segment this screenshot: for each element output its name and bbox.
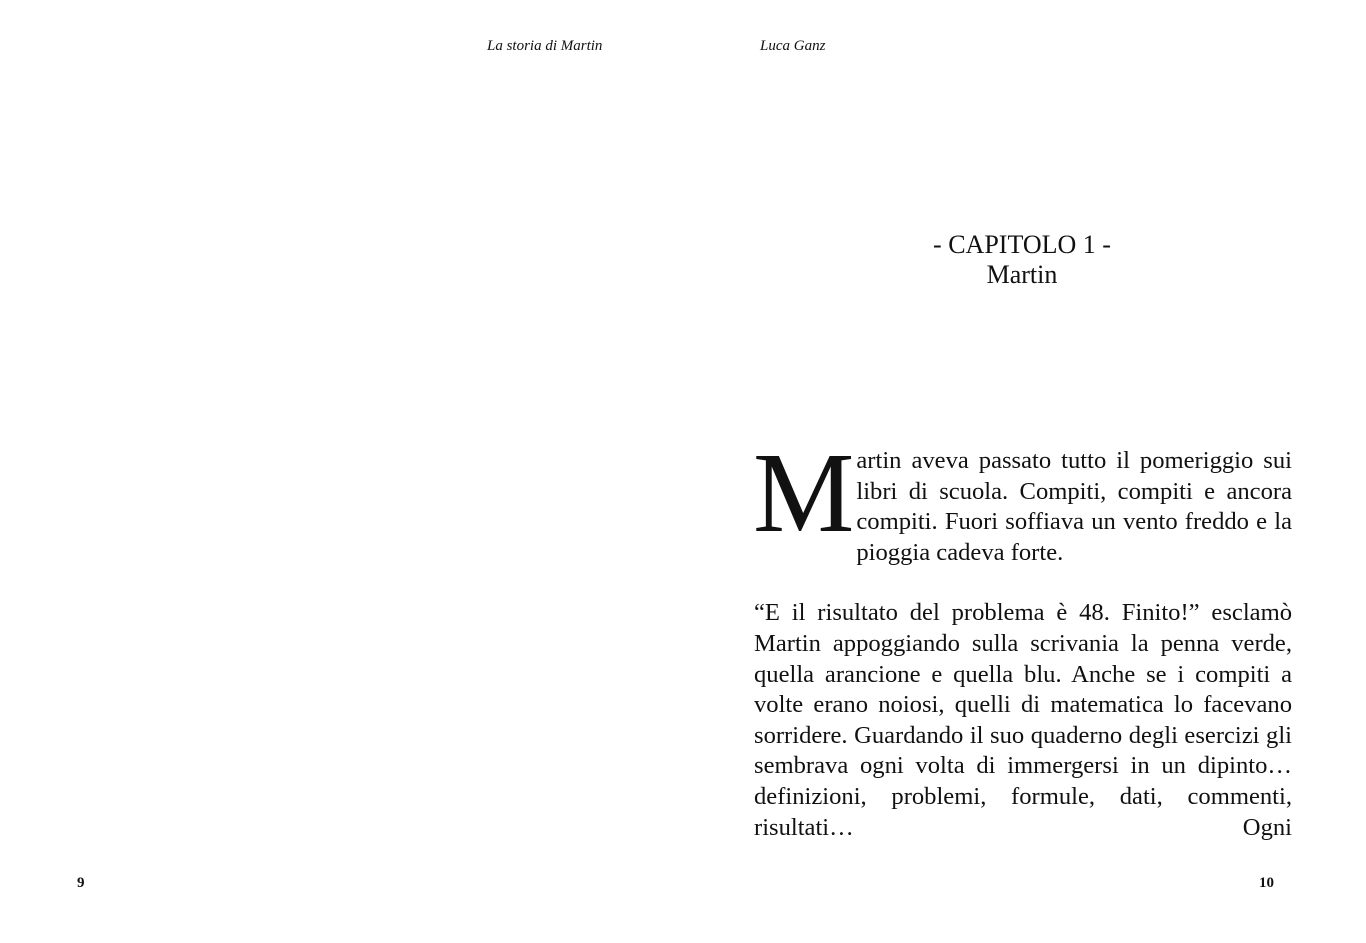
chapter-heading [883,230,1161,290]
chapter-body [753,429,1292,843]
chapter-title: Martin [986,260,1058,289]
chapter-label: - CAPITOLO 1 - [933,230,1111,259]
paragraph-2: “E il risultato del problema è 48. Finito!” esclamò Martin appoggiando sulla scrivania la penna verde, quella arancione e quella blu. Anche se i compiti a volte erano noiosi, quelli di matematica lo facevano sorridere. Guardando il suo quaderno degli esercizi gli sembrava ogni volta di immergersi in un dipinto… definizioni, problemi, formule, dati, commenti, risultati… Ogni [754,599,1292,841]
running-head-author: Luca Ganz [760,38,826,54]
page-number-right: 10 [1259,875,1274,891]
page-number-left: 9 [77,875,85,891]
drop-cap: M [753,429,855,556]
paragraph-1-text: artin aveva passato tutto il pomeriggio sui libri di scuola. Compiti, compiti e ancora compiti. Fuori soffiava un vento freddo e la pioggia cadeva forte. [856,447,1292,566]
running-head-book-title: La storia di Martin [487,38,603,54]
paragraph-1 [753,429,1292,568]
right-page [683,0,1366,943]
